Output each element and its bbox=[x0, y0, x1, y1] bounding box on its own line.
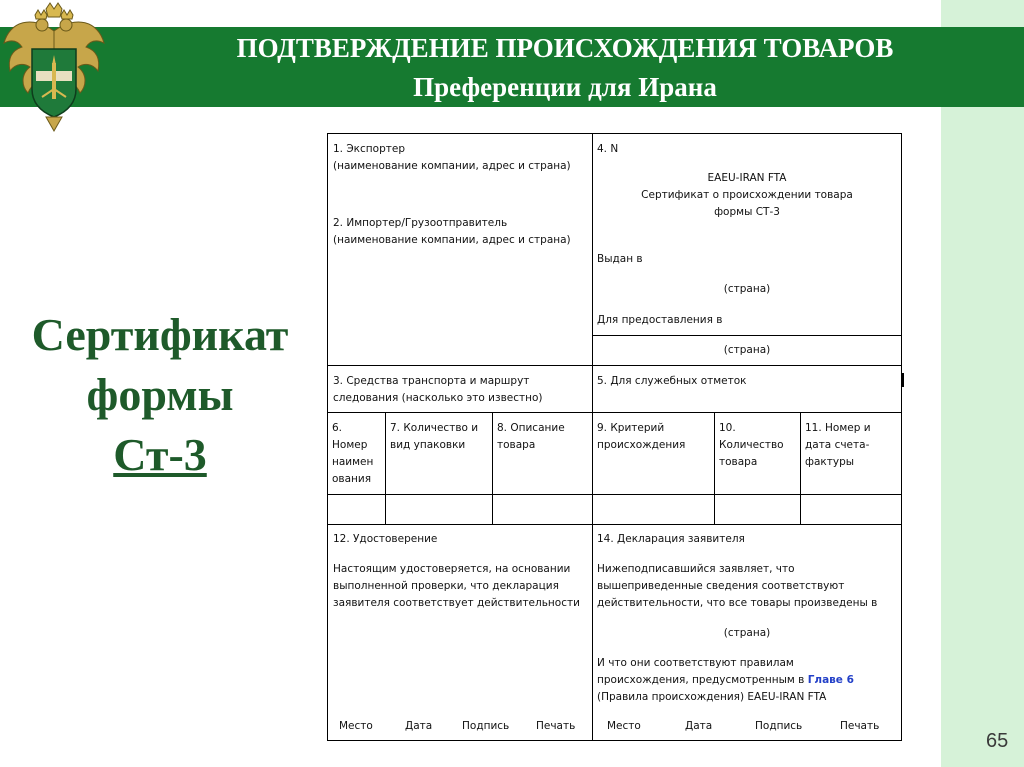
box1-title: 1. Экспортер bbox=[333, 143, 405, 155]
divider-row3-mid bbox=[592, 365, 593, 412]
col7-l2: вид упаковки bbox=[390, 439, 466, 451]
fta-name: EAEU-IRAN FTA bbox=[707, 172, 787, 184]
divider-row3 bbox=[328, 365, 902, 366]
country-label-2: (страна) bbox=[723, 344, 771, 356]
col11-l2: дата счета- bbox=[805, 439, 870, 451]
side-title-line3: Ст-3 bbox=[113, 429, 207, 480]
divider-col10 bbox=[800, 412, 801, 524]
footer-left-place: Место bbox=[339, 720, 373, 732]
box2-note: (наименование компании, адрес и страна) bbox=[333, 234, 571, 246]
issued-in-label: Выдан в bbox=[597, 253, 643, 265]
box12-text-1: Настоящим удостоверяется, на основании bbox=[333, 563, 571, 575]
col9-l1: 9. Критерий bbox=[597, 422, 665, 434]
box14-text-1: Нижеподписавшийся заявляет, что bbox=[597, 563, 795, 575]
box3-line2: следования (насколько это известно) bbox=[333, 392, 543, 404]
footer-left-stamp: Печать bbox=[536, 720, 576, 732]
box12-text-2: выполненной проверки, что декларация bbox=[333, 580, 559, 592]
divider-row12 bbox=[328, 524, 902, 525]
certificate-form bbox=[327, 133, 902, 741]
country-label-1: (страна) bbox=[723, 283, 771, 295]
divider-country-box bbox=[592, 335, 902, 336]
divider-columns-top bbox=[328, 412, 902, 413]
right-decor-strip bbox=[941, 0, 1024, 767]
box3-line1: 3. Средства транспорта и маршрут bbox=[333, 375, 530, 387]
box14-text-3: действительности, что все товары произведены в bbox=[597, 597, 878, 609]
divider-values-row bbox=[328, 494, 902, 495]
box12-text-3: заявителя соответствует действительности bbox=[333, 597, 580, 609]
rules-line2 bbox=[597, 672, 854, 689]
side-title-line2: формы bbox=[86, 369, 234, 420]
divider-main-upper bbox=[592, 134, 593, 365]
for-presentation-label: Для предоставления в bbox=[597, 314, 723, 326]
footer-left-signature: Подпись bbox=[462, 720, 510, 732]
footer-right-stamp: Печать bbox=[840, 720, 880, 732]
side-title-line1: Сертификат bbox=[31, 309, 289, 360]
col8-l1: 8. Описание bbox=[497, 422, 565, 434]
col8-l2: товара bbox=[497, 439, 536, 451]
box4-label: 4. N bbox=[597, 143, 619, 155]
page-subtitle: Преференции для Ирана bbox=[413, 72, 717, 102]
box1-note: (наименование компании, адрес и страна) bbox=[333, 160, 571, 172]
country-label-3: (страна) bbox=[723, 627, 771, 639]
cert-title-line2: формы СТ-3 bbox=[714, 206, 780, 218]
col10-l3: товара bbox=[719, 456, 758, 468]
box14-title: 14. Декларация заявителя bbox=[597, 533, 745, 545]
rules-line2-prefix: происхождения, предусмотренным в bbox=[597, 674, 805, 686]
box2-title: 2. Импортер/Грузоотправитель bbox=[333, 217, 508, 229]
box5-label: 5. Для служебных отметок bbox=[597, 375, 747, 387]
box12-title: 12. Удостоверение bbox=[333, 533, 438, 545]
col10-l2: Количество bbox=[719, 439, 784, 451]
col11-l3: фактуры bbox=[805, 456, 855, 468]
col10-l1: 10. bbox=[719, 422, 736, 434]
divider-col6 bbox=[385, 412, 386, 524]
side-title bbox=[10, 305, 310, 485]
box14-text-2: вышеприведенные сведения соответствуют bbox=[597, 580, 845, 592]
page-title: ПОДТВЕРЖДЕНИЕ ПРОИСХОЖДЕНИЯ ТОВАРОВ bbox=[236, 33, 894, 63]
col6-l1: 6. bbox=[332, 422, 343, 434]
rules-line3: (Правила происхождения) EAEU-IRAN FTA bbox=[597, 691, 827, 703]
rules-line1: И что они соответствуют правилам bbox=[597, 657, 794, 669]
chapter6-link[interactable]: Главе 6 bbox=[807, 674, 854, 686]
footer-left-date: Дата bbox=[405, 720, 433, 732]
divider-col7 bbox=[492, 412, 493, 524]
col6-l4: ования bbox=[332, 473, 372, 485]
col6-l3: наимен bbox=[332, 456, 374, 468]
col7-l1: 7. Количество и bbox=[390, 422, 479, 434]
edge-marker bbox=[902, 373, 904, 387]
customs-emblem-icon bbox=[2, 1, 106, 135]
col6-l2: Номер bbox=[332, 439, 368, 451]
divider-col8 bbox=[592, 412, 593, 524]
col9-l2: происхождения bbox=[597, 439, 686, 451]
footer-right-date: Дата bbox=[685, 720, 713, 732]
col11-l1: 11. Номер и bbox=[805, 422, 871, 434]
page-number: 65 bbox=[986, 730, 1009, 752]
divider-col9 bbox=[714, 412, 715, 524]
footer-right-signature: Подпись bbox=[755, 720, 803, 732]
cert-title-line1: Сертификат о происхождении товара bbox=[641, 189, 853, 201]
footer-right-place: Место bbox=[607, 720, 641, 732]
